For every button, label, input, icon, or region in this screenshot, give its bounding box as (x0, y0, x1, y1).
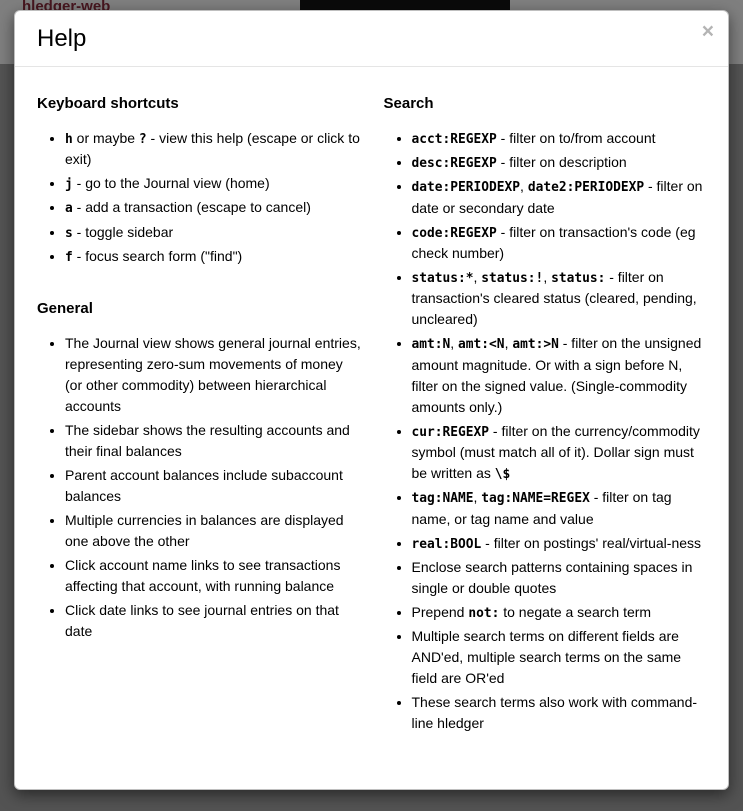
code-term: status:* (411, 271, 474, 287)
list-item: • amt:N, amt:<N, amt:>N - filter on the unsigned amount magnitude. Or with a sign before N, filter on the signed value. (Single-commodity amounts only.) (412, 333, 709, 417)
list-item: • s - toggle sidebar (65, 222, 362, 243)
section-heading-general: General (37, 300, 93, 318)
code-term: status:! (481, 271, 544, 287)
code-term: not: (468, 605, 500, 621)
list-item: • Click date links to see journal entries on that date (65, 600, 362, 642)
keyboard-shortcuts-list (37, 128, 362, 268)
code-term: amt:>N (512, 337, 559, 353)
code-term: date2:PERIODEXP (527, 180, 645, 196)
code-term: \$ (494, 466, 511, 482)
section-heading-keyboard-shortcuts: Keyboard shortcuts (37, 94, 179, 112)
code-term: j (65, 177, 73, 193)
search-list (384, 128, 709, 734)
left-column (37, 81, 362, 737)
list-item: • desc:REGEXP - filter on description (412, 152, 709, 173)
code-term: real:BOOL (411, 536, 482, 552)
code-term: s (65, 225, 73, 241)
list-item: • acct:REGEXP - filter on to/from account (412, 128, 709, 149)
right-column (384, 81, 709, 737)
general-list (37, 333, 362, 642)
close-icon[interactable]: × (701, 20, 714, 43)
list-item: • j - go to the Journal view (home) (65, 173, 362, 194)
list-item: • h or maybe ? - view this help (escape or click to exit) (65, 128, 362, 170)
code-term: h (65, 131, 73, 147)
code-term: desc:REGEXP (411, 156, 497, 172)
list-item: • Enclose search patterns containing spaces in single or double quotes (412, 557, 709, 599)
section-heading-search: Search (383, 94, 434, 112)
code-term: date:PERIODEXP (411, 180, 521, 196)
list-item: • Multiple currencies in balances are displayed one above the other (65, 510, 362, 552)
list-item: • code:REGEXP - filter on transaction's code (eg check number) (412, 222, 709, 264)
code-term: status: (551, 271, 606, 287)
code-term: f (65, 250, 73, 266)
list-item: • These search terms also work with command-line hledger (412, 692, 709, 734)
help-modal (14, 10, 729, 790)
code-term: tag:NAME (411, 491, 474, 507)
code-term: amt:N (411, 337, 451, 353)
code-term: cur:REGEXP (411, 424, 490, 440)
list-item: • Click account name links to see transactions affecting that account, with running balance (65, 555, 362, 597)
code-term: amt:<N (458, 337, 505, 353)
list-item: • tag:NAME, tag:NAME=REGEX - filter on tag name, or tag name and value (412, 487, 709, 529)
list-item: • Multiple search terms on different fields are AND'ed, multiple search terms on the same field are OR'ed (412, 626, 709, 689)
list-item: • real:BOOL - filter on postings' real/virtual-ness (412, 533, 709, 554)
code-term: a (65, 201, 73, 217)
list-item: • f - focus search form ("find") (65, 246, 362, 267)
modal-header (15, 11, 728, 67)
list-item: • Parent account balances include subaccount balances (65, 465, 362, 507)
list-item: • Prepend not: to negate a search term (412, 602, 709, 623)
list-item: • cur:REGEXP - filter on the currency/commodity symbol (must match all of it). Dollar sign must be written as \$ (412, 421, 709, 485)
list-item: • date:PERIODEXP, date2:PERIODEXP - filter on date or secondary date (412, 176, 709, 218)
code-term: acct:REGEXP (411, 131, 497, 147)
list-item: • a - add a transaction (escape to cancel) (65, 197, 362, 218)
modal-title: Help (37, 25, 87, 52)
modal-body (15, 67, 728, 757)
code-term: code:REGEXP (411, 225, 497, 241)
list-item: • status:*, status:!, status: - filter on transaction's cleared status (cleared, pending, uncleared) (412, 267, 709, 330)
list-item: • The Journal view shows general journal entries, representing zero-sum movements of money (or other commodity) between hierarchical accounts (65, 333, 362, 417)
list-item: • The sidebar shows the resulting accounts and their final balances (65, 420, 362, 462)
code-term: tag:NAME=REGEX (481, 491, 590, 507)
code-term: ? (138, 131, 147, 147)
